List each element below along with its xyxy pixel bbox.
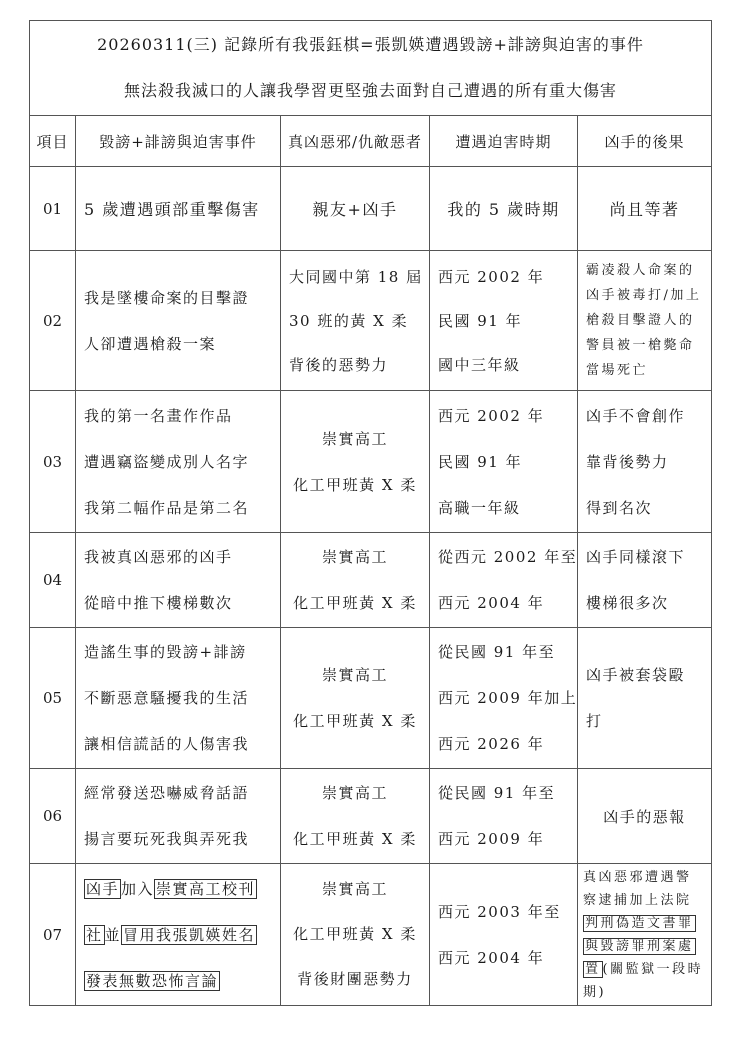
perpetrator-line: 化工甲班黃 X 柔 — [293, 712, 417, 730]
event-line: 不斷惡意騷擾我的生活 — [84, 689, 250, 707]
highlighted-text: 社 — [86, 925, 103, 944]
document-title — [30, 21, 712, 116]
item-number: 01 — [30, 167, 76, 251]
consequence-line — [583, 912, 711, 935]
period-line: 從民國 91 年至 — [438, 784, 556, 802]
event-line: 人卻遭遇槍殺一案 — [84, 334, 217, 353]
perpetrator-cell — [281, 864, 430, 1006]
event-line — [84, 958, 280, 1004]
perpetrator-cell — [281, 628, 430, 769]
event-line: 我的第一名畫作作品 — [84, 406, 233, 425]
event-line: 造謠生事的毀謗+誹謗 — [84, 643, 247, 661]
perpetrator-line: 化工甲班黃 X 柔 — [293, 594, 417, 612]
item-number: 05 — [30, 628, 76, 769]
event-line: 我被真凶惡邪的凶手 — [84, 548, 233, 566]
period-cell — [430, 628, 578, 769]
period-line: 我的 5 歲時期 — [447, 200, 560, 219]
consequence-line: 期) — [583, 984, 607, 1000]
period-line: 從西元 2002 年至 — [438, 548, 578, 566]
period-line: 西元 2004 年 — [438, 594, 545, 612]
consequence-cell — [578, 864, 712, 1006]
events-table — [29, 20, 712, 1006]
highlighted-text: 發表無數恐怖言論 — [86, 971, 219, 990]
consequence-line: 當場死亡 — [586, 363, 649, 378]
header-item: 項目 — [30, 116, 76, 167]
consequence-line: 靠背後勢力 — [586, 452, 669, 471]
perpetrator-line: 崇實高工 — [321, 880, 388, 898]
highlighted-text: 冒用我張凱媖姓名 — [123, 925, 256, 944]
consequence-line: 霸凌殺人命案的 — [586, 263, 695, 278]
event-cell — [76, 628, 281, 769]
period-line: 西元 2004 年 — [438, 948, 545, 967]
perpetrator-line: 崇實高工 — [321, 666, 388, 684]
period-cell — [430, 167, 578, 251]
event-line: 5 歲遭遇頭部重擊傷害 — [84, 200, 260, 219]
highlighted-text: 判刑偽造文書罪 — [585, 915, 694, 931]
event-line: 我是墜樓命案的目擊證 — [84, 288, 250, 307]
period-cell — [430, 769, 578, 864]
plain-text: (關監獄一段時 — [602, 961, 704, 977]
plain-text: 並 — [104, 925, 122, 944]
consequence-line: 警員被一槍斃命 — [586, 338, 695, 353]
perpetrator-line: 化工甲班黃 X 柔 — [293, 475, 417, 494]
event-line — [84, 912, 280, 958]
consequence-cell — [578, 167, 712, 251]
highlighted-text: 置 — [585, 961, 601, 977]
header-perpetrator: 真凶惡邪/仇敵惡者 — [281, 116, 430, 167]
perpetrator-line: 崇實高工 — [321, 784, 388, 802]
perpetrator-line: 親友+凶手 — [312, 200, 398, 219]
item-number: 06 — [30, 769, 76, 864]
header-period: 遭遇迫害時期 — [430, 116, 578, 167]
perpetrator-line: 30 班的黃 X 柔 — [289, 311, 409, 330]
perpetrator-line: 大同國中第 18 屆 — [289, 267, 423, 286]
perpetrator-cell — [281, 251, 430, 391]
header-row — [30, 116, 712, 167]
header-consequence: 凶手的後果 — [578, 116, 712, 167]
event-cell — [76, 391, 281, 533]
event-line: 讓相信謊話的人傷害我 — [84, 735, 250, 753]
consequence-line: 察逮捕加上法院 — [583, 892, 692, 908]
perpetrator-cell — [281, 533, 430, 628]
period-line: 西元 2002 年 — [438, 406, 545, 425]
period-cell — [430, 533, 578, 628]
table-row — [30, 864, 712, 1006]
consequence-cell — [578, 769, 712, 864]
event-cell — [76, 533, 281, 628]
event-line: 經常發送恐嚇威脅話語 — [84, 784, 250, 802]
consequence-line — [583, 958, 711, 981]
title-line-2: 無法殺我滅口的人讓我學習更堅強去面對自己遭遇的所有重大傷害 — [124, 81, 618, 100]
consequence-cell — [578, 251, 712, 391]
consequence-cell — [578, 391, 712, 533]
perpetrator-cell — [281, 391, 430, 533]
consequence-line: 真凶惡邪遭遇警 — [583, 869, 692, 885]
consequence-line: 打 — [586, 712, 603, 730]
event-line: 遭遇竊盜變成別人名字 — [84, 452, 250, 471]
header-event: 毀謗+誹謗與迫害事件 — [76, 116, 281, 167]
event-line — [84, 866, 280, 912]
item-number: 02 — [30, 251, 76, 391]
title-line-1: 20260311(三) 記錄所有我張鈺棋=張凱媖遭遇毀謗+誹謗與迫害的事件 — [97, 35, 644, 54]
consequence-line: 凶手不會創作 — [586, 406, 686, 425]
perpetrator-line: 背後的惡勢力 — [289, 355, 389, 374]
consequence-line: 尚且等著 — [609, 200, 680, 219]
perpetrator-cell — [281, 167, 430, 251]
table-row — [30, 391, 712, 533]
perpetrator-cell — [281, 769, 430, 864]
consequence-cell — [578, 533, 712, 628]
event-line: 從暗中推下樓梯數次 — [84, 594, 233, 612]
event-cell — [76, 864, 281, 1006]
perpetrator-line: 崇實高工 — [321, 548, 388, 566]
event-cell — [76, 769, 281, 864]
item-number: 07 — [30, 864, 76, 1006]
consequence-cell — [578, 628, 712, 769]
item-number: 03 — [30, 391, 76, 533]
table-row — [30, 251, 712, 391]
highlighted-text: 與毀謗罪刑案處 — [585, 938, 694, 954]
period-line: 西元 2009 年 — [438, 830, 545, 848]
period-cell — [430, 391, 578, 533]
perpetrator-line: 背後財團惡勢力 — [297, 970, 413, 988]
period-line: 國中三年級 — [438, 355, 521, 374]
table-row — [30, 628, 712, 769]
consequence-line: 槍殺目擊證人的 — [586, 313, 695, 328]
perpetrator-line: 化工甲班黃 X 柔 — [293, 925, 417, 943]
consequence-line: 凶手被毒打/加上 — [586, 288, 702, 303]
consequence-line — [583, 935, 711, 958]
table-row — [30, 533, 712, 628]
period-line: 西元 2026 年 — [438, 735, 545, 753]
period-line: 高職一年級 — [438, 498, 521, 517]
period-line: 民國 91 年 — [438, 452, 523, 471]
table-row — [30, 769, 712, 864]
consequence-line: 樓梯很多次 — [586, 594, 669, 612]
consequence-line: 凶手同樣滾下 — [586, 548, 686, 566]
period-cell — [430, 864, 578, 1006]
perpetrator-line: 崇實高工 — [321, 429, 388, 448]
period-line: 民國 91 年 — [438, 311, 523, 330]
consequence-line: 凶手的惡報 — [603, 807, 686, 826]
event-line: 揚言要玩死我與弄死我 — [84, 830, 250, 848]
plain-text: 加入 — [121, 879, 155, 898]
consequence-line: 凶手被套袋毆 — [586, 666, 686, 684]
period-line: 西元 2009 年加上 — [438, 689, 578, 707]
period-line: 從民國 91 年至 — [438, 643, 556, 661]
highlighted-text: 崇實高工校刊 — [156, 879, 256, 898]
consequence-line: 得到名次 — [586, 498, 653, 517]
item-number: 04 — [30, 533, 76, 628]
event-line: 我第二幅作品是第二名 — [84, 498, 250, 517]
period-line: 西元 2003 年至 — [438, 902, 561, 921]
highlighted-text: 凶手 — [86, 879, 120, 898]
period-cell — [430, 251, 578, 391]
table-row — [30, 167, 712, 251]
perpetrator-line: 化工甲班黃 X 柔 — [293, 830, 417, 848]
event-cell — [76, 251, 281, 391]
period-line: 西元 2002 年 — [438, 267, 545, 286]
event-cell — [76, 167, 281, 251]
